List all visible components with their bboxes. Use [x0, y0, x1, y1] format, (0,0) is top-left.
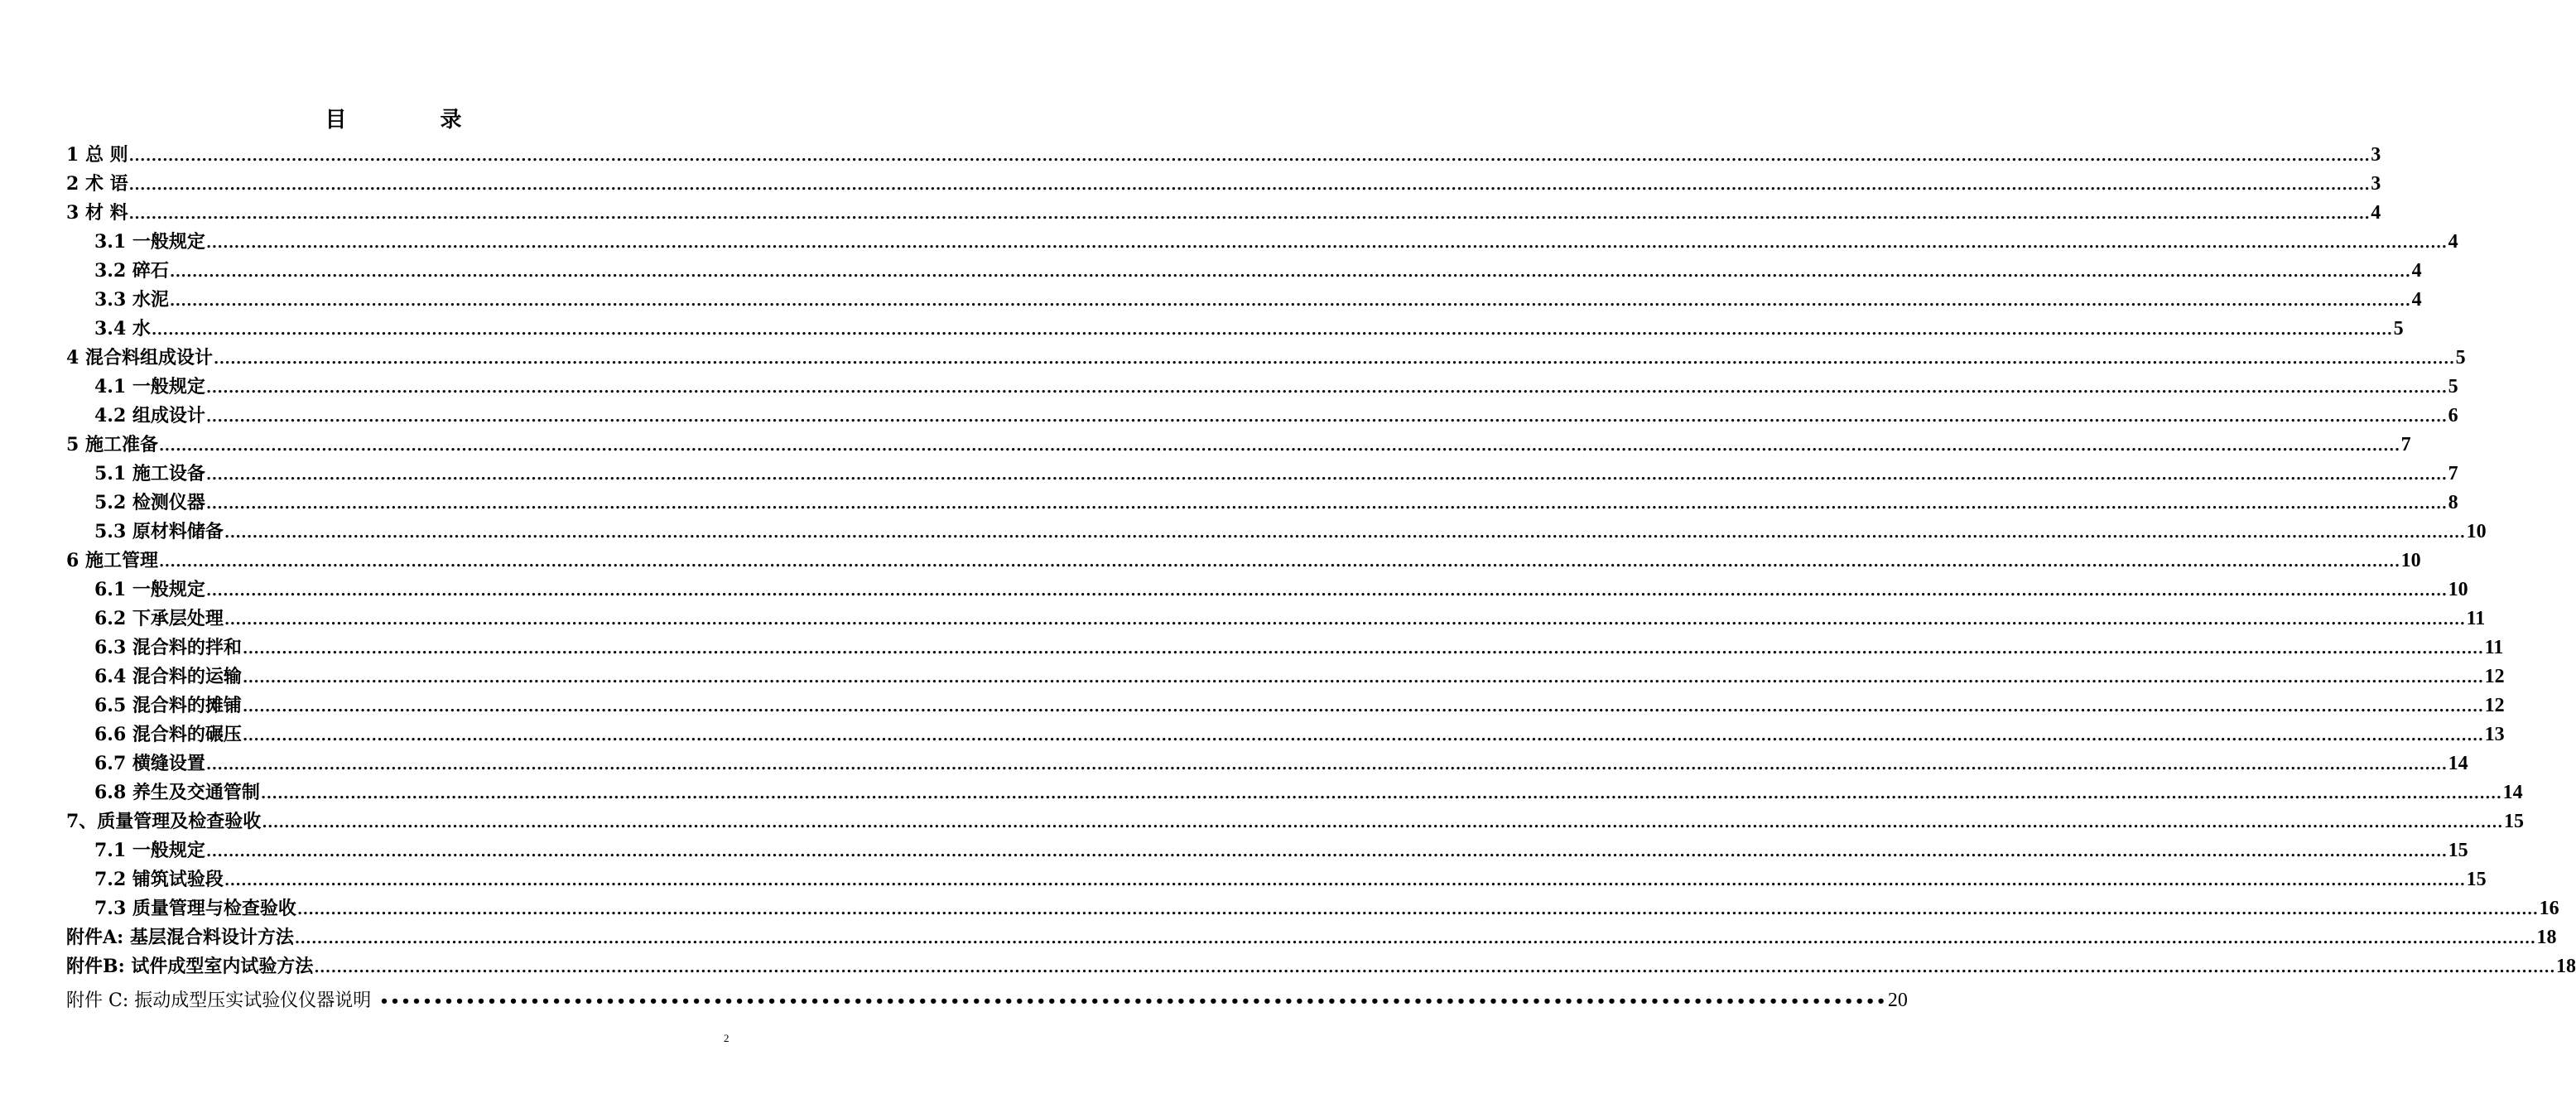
toc-leader-dots: ................................................................................................................................................................................................................................................................................................................................................................................................................: [205, 379, 2448, 397]
toc-entry-label: 4 混合料组成设计: [66, 347, 213, 369]
toc-entry[interactable]: [66, 662, 2505, 691]
toc-entry-page: 12: [2484, 695, 2505, 716]
toc-entry-page: 18: [2536, 927, 2557, 948]
toc-leader-dots: ................................................................................................................................................................................................................................................................................................................................................................................................................: [294, 930, 2536, 947]
toc-entry-page: 3: [2371, 144, 2381, 166]
toc-leader-dots: ................................................................................................................................................................................................................................................................................................................................................................................................................: [260, 785, 2502, 802]
toc-entry-page: 15: [2448, 840, 2468, 861]
toc-entry-page: 6: [2448, 405, 2458, 426]
toc-entry[interactable]: [66, 460, 2458, 489]
toc-entry-label: 3.3 水泥: [94, 289, 169, 311]
toc-leader-dots: ................................................................................................................................................................................................................................................................................................................................................................................................................: [169, 292, 2411, 310]
toc-entry[interactable]: [66, 141, 2381, 170]
toc-entry[interactable]: [66, 865, 2487, 894]
toc-title: 目 录: [325, 108, 505, 132]
toc-entry[interactable]: [66, 344, 2466, 373]
toc-entry[interactable]: [66, 257, 2422, 286]
toc-entry[interactable]: [66, 986, 1908, 1015]
toc-leader-dots: ................................................................................................................................................................................................................................................................................................................................................................................................................: [169, 263, 2411, 281]
toc-entry-label: 6.4 混合料的运输: [94, 666, 242, 687]
toc-entry[interactable]: [66, 576, 2468, 605]
page-number: 2: [724, 1032, 729, 1044]
toc-entry-label: 6.8 养生及交通管制: [94, 782, 260, 803]
toc-entry[interactable]: [66, 952, 2576, 981]
toc-entry-page: 4: [2371, 202, 2381, 224]
toc-entry-label: 5.3 原材料储备: [94, 521, 224, 542]
toc-entry-label: 7、质量管理及检查验收: [66, 811, 262, 832]
toc-entry[interactable]: [66, 547, 2421, 576]
toc-entry-page: 5: [2448, 376, 2458, 398]
toc-entry-page: 14: [2448, 753, 2468, 774]
toc-entry-label: 6.2 下承层处理: [94, 608, 224, 629]
toc-entry[interactable]: [66, 605, 2486, 634]
toc-entry-page: 15: [2466, 869, 2487, 890]
toc-leader-dots: ................................................................................................................................................................................................................................................................................................................................................................................................................: [151, 321, 2393, 339]
toc-entry-page: 4: [2448, 231, 2458, 253]
toc-entry-label: 1 总 则: [66, 144, 128, 166]
toc-entry[interactable]: [66, 518, 2487, 547]
toc-entry-page: 10: [2466, 521, 2487, 542]
toc-list: [66, 141, 2576, 1015]
toc-leader-dots: ................................................................................................................................................................................................................................................................................................................................................................................................................: [242, 669, 2484, 687]
toc-entry-label: 3.2 碎石: [94, 260, 169, 282]
toc-entry-label: 5.2 检测仪器: [94, 492, 205, 513]
toc-leader-dots: ................................................................................................................................................................................................................................................................................................................................................................................................................: [262, 814, 2503, 831]
toc-entry-page: 7: [2448, 463, 2458, 484]
toc-leader-dots: ................................................................................................................................................................................................................................................................................................................................................................................................................: [224, 524, 2466, 542]
toc-entry-page: 8: [2448, 492, 2458, 513]
toc-entry-page: 20: [1887, 990, 1908, 1011]
toc-leader-dots: ................................................................................................................................................................................................................................................................................................................................................................................................................: [158, 437, 2400, 455]
toc-leader-dots: ................................................................................................................................................................................................................................................................................................................................................................................................................: [205, 466, 2448, 484]
toc-entry-label: 7.2 铺筑试验段: [94, 869, 224, 890]
toc-entry-page: 3: [2371, 173, 2381, 195]
toc-entry-label: 4.1 一般规定: [94, 376, 205, 398]
toc-entry-page: 7: [2400, 434, 2411, 455]
toc-entry-page: 12: [2484, 666, 2505, 687]
toc-entry[interactable]: [66, 402, 2458, 431]
toc-leader-dots: ................................................................................................................................................................................................................................................................................................................................................................................................................: [128, 147, 2371, 165]
toc-entry-label: 附件A: 基层混合料设计方法: [66, 927, 294, 948]
toc-entry-label: 2 术 语: [66, 173, 128, 195]
toc-entry-page: 15: [2503, 811, 2524, 832]
toc-entry[interactable]: [66, 634, 2504, 662]
toc-entry[interactable]: [66, 923, 2557, 952]
toc-leader-dots: ................................................................................................................................................................................................................................................................................................................................................................................................................: [296, 901, 2539, 918]
toc-entry[interactable]: [66, 720, 2505, 749]
toc-entry-label: 6 施工管理: [66, 550, 158, 571]
toc-entry-label: 3.1 一般规定: [94, 231, 205, 253]
toc-leader-dots: ................................................................................................................................................................................................................................................................................................................................................................................................................: [128, 176, 2371, 194]
toc-entry-label: 6.1 一般规定: [94, 579, 205, 600]
toc-entry-page: 13: [2484, 724, 2505, 745]
toc-entry[interactable]: [66, 894, 2559, 923]
toc-leader-dots: ................................................................................................................................................................................................................................................................................................................................................................................................................: [205, 843, 2448, 860]
toc-entry[interactable]: [66, 807, 2524, 836]
toc-leader-dots: ................................................................................................................................................................................................................................................................................................................................................................................................................: [158, 553, 2400, 571]
toc-entry-label: 6.6 混合料的碾压: [94, 724, 242, 745]
toc-entry-label: 5.1 施工设备: [94, 463, 205, 484]
toc-entry-label: 7.1 一般规定: [94, 840, 205, 861]
toc-leader-dots: ................................................................................................................................................................................................................................................................................................................................................................................................................: [128, 205, 2371, 223]
toc-entry-page: 4: [2411, 289, 2422, 311]
toc-leader-dots: ................................................................................................................................................................................................................................................................................................................................................................................................................: [213, 350, 2455, 368]
toc-entry-label: 附件B: 试件成型室内试验方法: [66, 956, 314, 977]
toc-entry[interactable]: [66, 315, 2404, 344]
toc-leader-dots: ................................................................................................................................................................................................................................................................................................................................................................................................................: [205, 408, 2448, 426]
toc-entry[interactable]: [66, 431, 2411, 460]
toc-entry-page: 10: [2400, 550, 2421, 571]
toc-leader-dots: ................................................................................................................................................................................................................................................................................................................................................................................................................: [205, 756, 2448, 773]
toc-entry-page: 11: [2484, 637, 2504, 658]
toc-entry-label: 6.7 横缝设置: [94, 753, 205, 774]
toc-leader-dots: ................................................................................................................................................................................................................................................................................................................................................................................................................: [224, 872, 2466, 889]
toc-entry[interactable]: [66, 778, 2523, 807]
toc-entry-label: 7.3 质量管理与检查验收: [94, 898, 296, 919]
toc-entry-page: 5: [2393, 318, 2404, 340]
toc-leader-dots: ................................................................................................................................................................................................................................................................................................................................................................................................................: [205, 495, 2448, 513]
toc-entry-page: 16: [2539, 898, 2559, 919]
toc-entry-label: 5 施工准备: [66, 434, 158, 455]
toc-leader-dots: ................................................................................................................................................................................................................................................................................................................................................................................................................: [242, 640, 2484, 658]
toc-entry-page: 4: [2411, 260, 2422, 282]
toc-entry[interactable]: [66, 489, 2458, 518]
toc-entry[interactable]: [66, 373, 2458, 402]
toc-entry[interactable]: [66, 199, 2381, 228]
toc-entry[interactable]: [66, 228, 2458, 257]
toc-entry-page: 5: [2455, 347, 2466, 369]
toc-entry-page: 11: [2466, 608, 2486, 629]
toc-entry-label: 3.4 水: [94, 318, 151, 340]
toc-leader-dots: ................................................................................................................................................................................................................................................................................................................................................................................................................: [242, 698, 2484, 716]
toc-entry-label: 4.2 组成设计: [94, 405, 205, 426]
toc-leader-dots: ................................................................................................................................................................................................................................................................................................................................................................................................................: [205, 582, 2448, 600]
toc-entry-page: 14: [2502, 782, 2523, 803]
toc-entry-label: 6.3 混合料的拌和: [94, 637, 242, 658]
toc-entry[interactable]: [66, 691, 2505, 720]
toc-leader-dots: ................................................................................................................................................................................................................................................................................................................................................................................................................: [205, 234, 2448, 252]
toc-entry[interactable]: [66, 286, 2422, 315]
toc-entry-page: 18: [2556, 956, 2576, 977]
toc-leader-dots: ................................................................................................................................................................................................................................................................................................................................................................................................................: [224, 611, 2466, 629]
toc-entry[interactable]: [66, 170, 2381, 199]
toc-entry-page: 10: [2448, 579, 2468, 600]
toc-entry-label: 附件 C: 振动成型压实试验仪仪器说明: [66, 990, 372, 1011]
toc-leader-dots: ................................................................................................................................................................................................................................................................................................................................................................................................................: [242, 727, 2484, 744]
toc-entry[interactable]: [66, 836, 2468, 865]
toc-entry-label: 3 材 料: [66, 202, 128, 224]
toc-entry[interactable]: [66, 749, 2468, 778]
toc-leader-dots: ••••••••••••••••••••••••••••••••••••••••••••••••••••••••••••••••••••••••••••••••••••••••••••••••••••••••••••••••••••••••••••••••••••••••••••: [379, 993, 1887, 1010]
toc-leader-dots: ................................................................................................................................................................................................................................................................................................................................................................................................................: [314, 959, 2556, 976]
toc-entry-label: 6.5 混合料的摊铺: [94, 695, 242, 716]
